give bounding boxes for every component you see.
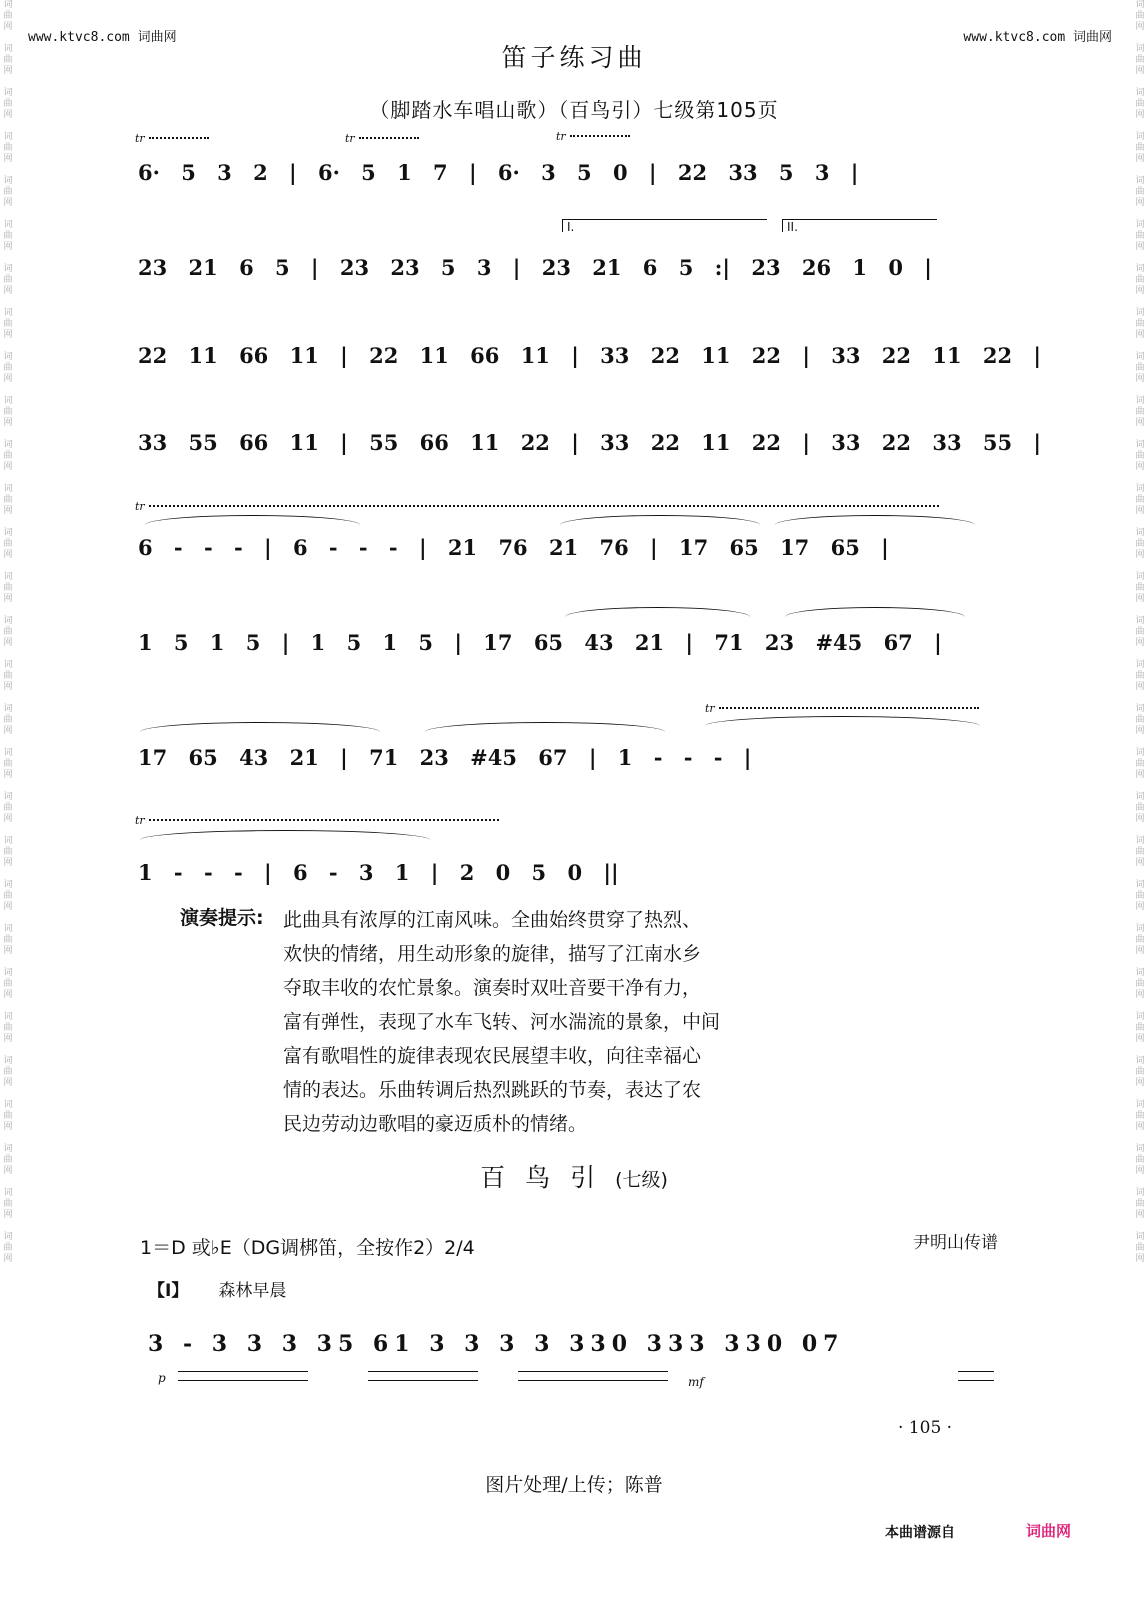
watermark-mark: 词 曲 网 [1135,440,1145,472]
volta-bracket: II. [782,219,937,232]
watermark-mark: 词 曲 网 [3,396,13,428]
watermark-mark: 词 曲 网 [1135,1056,1145,1088]
watermark-mark: 词 曲 网 [1135,924,1145,956]
watermark-mark: 词 曲 网 [1135,0,1145,32]
score-row-notes: 6 - - - | 6 - - - | 21 76 21 76 | 17 65 17 65 | [138,535,889,560]
watermark-mark: 词 曲 网 [3,1012,13,1044]
slur-arc [145,515,360,526]
watermark-mark: 词 曲 网 [1135,660,1145,692]
score-row [138,620,1018,680]
tips-line: 富有歌唱性的旋律表现农民展望丰收，向往幸福心 [283,1045,702,1067]
tips-line: 情的表达。乐曲转调后热烈跳跃的节奏，表达了农 [283,1079,702,1101]
watermark-mark: 词 曲 网 [3,484,13,516]
watermark-mark: 词 曲 网 [1135,836,1145,868]
watermark-mark: 词 曲 网 [1135,132,1145,164]
slur-arc [785,607,965,618]
score-second-piece [148,1313,998,1403]
score-row-notes: 22 11 66 11 | 22 11 66 11 | 33 22 11 22 | 33 22 11 22 | [138,343,1042,368]
section-title [0,1158,1148,1194]
watermark-mark: 词 曲 网 [1135,264,1145,296]
page-title: 笛子练习曲 [501,43,647,72]
watermark-mark: 词 曲 网 [1135,220,1145,252]
tips-line: 富有弹性，表现了水车飞转、河水湍流的景象，中间 [283,1011,721,1033]
watermark-mark: 词 曲 网 [3,704,13,736]
score-row-notes: 23 21 6 5 | 23 23 5 3 | 23 21 6 5 :| 23 26 1 0 | [138,255,932,280]
slur-arc [560,515,760,526]
tips-line: 欢快的情绪，用生动形象的旋律，描写了江南水乡 [283,943,702,965]
watermark-mark: 词 曲 网 [1135,528,1145,560]
score-row [138,735,1018,795]
performance-tips-label: 演奏提示: [180,907,264,929]
left-watermark-strip [0,0,16,1623]
watermark-mark: 词 曲 网 [1135,616,1145,648]
decrescendo-hairpin-2 [958,1371,994,1381]
watermark-mark: 词 曲 网 [1135,1188,1145,1220]
score-row [138,525,1018,585]
watermark-mark: 词 曲 网 [3,660,13,692]
watermark-mark: 词 曲 网 [1135,176,1145,208]
source-site-link[interactable]: 词曲网 [1026,1522,1072,1540]
slur-arc [425,722,665,733]
watermark-mark: 词 曲 网 [1135,352,1145,384]
arranger-credit: 尹明山传谱 [913,1233,998,1253]
watermark-mark: 词 曲 网 [1135,396,1145,428]
watermark-mark: 词 曲 网 [1135,1100,1145,1132]
crescendo-hairpin-2 [518,1371,668,1381]
watermark-mark: 词 曲 网 [1135,308,1145,340]
slur-arc [140,830,430,841]
header-site-right[interactable]: www.ktvc8.com 词曲网 [963,30,1112,45]
watermark-mark: 词 曲 网 [1135,1012,1145,1044]
section-level: (七级) [615,1169,668,1191]
score-row [138,333,1042,393]
watermark-mark: 词 曲 网 [3,792,13,824]
part-name: 森林早晨 [218,1281,287,1301]
watermark-mark: 词 曲 网 [3,44,13,76]
slur-arc [565,607,750,618]
watermark-mark: 词 曲 网 [3,968,13,1000]
section-title-text: 百鸟引 [480,1163,616,1192]
key-signature: 1＝D 或♭E（DG调梆笛，全按作2）2/4 [140,1237,475,1259]
watermark-mark: 词 曲 网 [1135,792,1145,824]
watermark-mark: 词 曲 网 [3,1188,13,1220]
tips-line: 民边劳动边歌唱的豪迈质朴的情绪。 [283,1113,588,1135]
watermark-mark: 词 曲 网 [3,748,13,780]
watermark-mark: 词 曲 网 [1135,484,1145,516]
trill-mark: tr [705,702,979,715]
trill-mark: tr [135,500,939,513]
trill-mark: tr [345,132,419,145]
watermark-mark: 词 曲 网 [3,836,13,868]
score-row-notes: 6· 5 3 2 | 6· 5 1 7 | 6· 3 5 0 | 22 33 5 3 | [138,160,859,185]
watermark-mark: 词 曲 网 [3,1056,13,1088]
score-row [138,150,1018,210]
watermark-mark: 词 曲 网 [3,616,13,648]
header-site-left[interactable]: www.ktvc8.com 词曲网 [28,30,177,45]
second-piece-notes: 3 - 3 3 3 35 61 3 3 3 3 330 333 330 07 [148,1331,845,1357]
watermark-mark: 词 曲 网 [3,572,13,604]
score-row [138,245,1018,305]
watermark-mark: 词 曲 网 [3,924,13,956]
watermark-mark: 词 曲 网 [3,220,13,252]
watermark-mark: 词 曲 网 [3,176,13,208]
slur-arc [140,722,380,733]
watermark-mark: 词 曲 网 [3,0,13,32]
watermark-mark: 词 曲 网 [1135,1232,1145,1264]
watermark-mark: 词 曲 网 [3,528,13,560]
watermark-mark: 词 曲 网 [3,352,13,384]
watermark-mark: 词 曲 网 [1135,748,1145,780]
watermark-mark: 词 曲 网 [3,264,13,296]
score-row [138,850,1018,910]
part-heading [148,1276,286,1301]
watermark-mark: 词 曲 网 [3,1232,13,1264]
trill-mark: tr [556,130,630,143]
watermark-mark: 词 曲 网 [1135,968,1145,1000]
score-row-notes: 33 55 66 11 | 55 66 11 22 | 33 22 11 22 | 33 22 33 55 | [138,430,1042,455]
watermark-mark: 词 曲 网 [1135,88,1145,120]
dynamic-p: p [158,1371,166,1385]
watermark-mark: 词 曲 网 [3,1100,13,1132]
upload-credit: 图片处理/上传；陈普 [485,1474,663,1496]
score-row-notes: 17 65 43 21 | 71 23 #45 67 | 1 - - - | [138,745,752,770]
tips-line: 夺取丰收的农忙景象。演奏时双吐音要干净有力， [283,977,702,999]
volta-bracket: I. [562,219,767,232]
watermark-mark: 词 曲 网 [1135,44,1145,76]
watermark-mark: 词 曲 网 [3,1144,13,1176]
page-subtitle: （脚踏水车唱山歌）（百鸟引）七级第105页 [369,98,779,122]
slur-arc [775,515,975,526]
watermark-mark: 词 曲 网 [1135,1144,1145,1176]
watermark-mark: 词 曲 网 [3,132,13,164]
part-number: 【I】 [148,1281,189,1301]
crescendo-hairpin [178,1371,308,1381]
watermark-mark: 词 曲 网 [3,440,13,472]
watermark-mark: 词 曲 网 [3,308,13,340]
watermark-mark: 词 曲 网 [1135,572,1145,604]
trill-mark: tr [135,814,499,827]
score-row-notes: 1 5 1 5 | 1 5 1 5 | 17 65 43 21 | 71 23 #45 67 | [138,630,942,655]
decrescendo-hairpin [368,1371,478,1381]
trill-mark: tr [135,132,209,145]
dynamic-mf: mf [688,1375,704,1389]
score-row-notes: 1 - - - | 6 - 3 1 | 2 0 5 0 || [138,860,619,885]
score-row [138,420,1042,480]
slur-arc [705,716,980,727]
watermark-mark: 词 曲 网 [3,880,13,912]
source-label: 本曲谱源自 [885,1525,955,1541]
watermark-mark: 词 曲 网 [1135,880,1145,912]
performance-tips-text [283,903,793,1141]
watermark-mark: 词 曲 网 [3,88,13,120]
watermark-mark: 词 曲 网 [1135,704,1145,736]
page-number: · 105 · [898,1418,953,1438]
right-watermark-strip [1132,0,1148,1623]
tips-line: 此曲具有浓厚的江南风味。全曲始终贯穿了热烈、 [283,909,702,931]
